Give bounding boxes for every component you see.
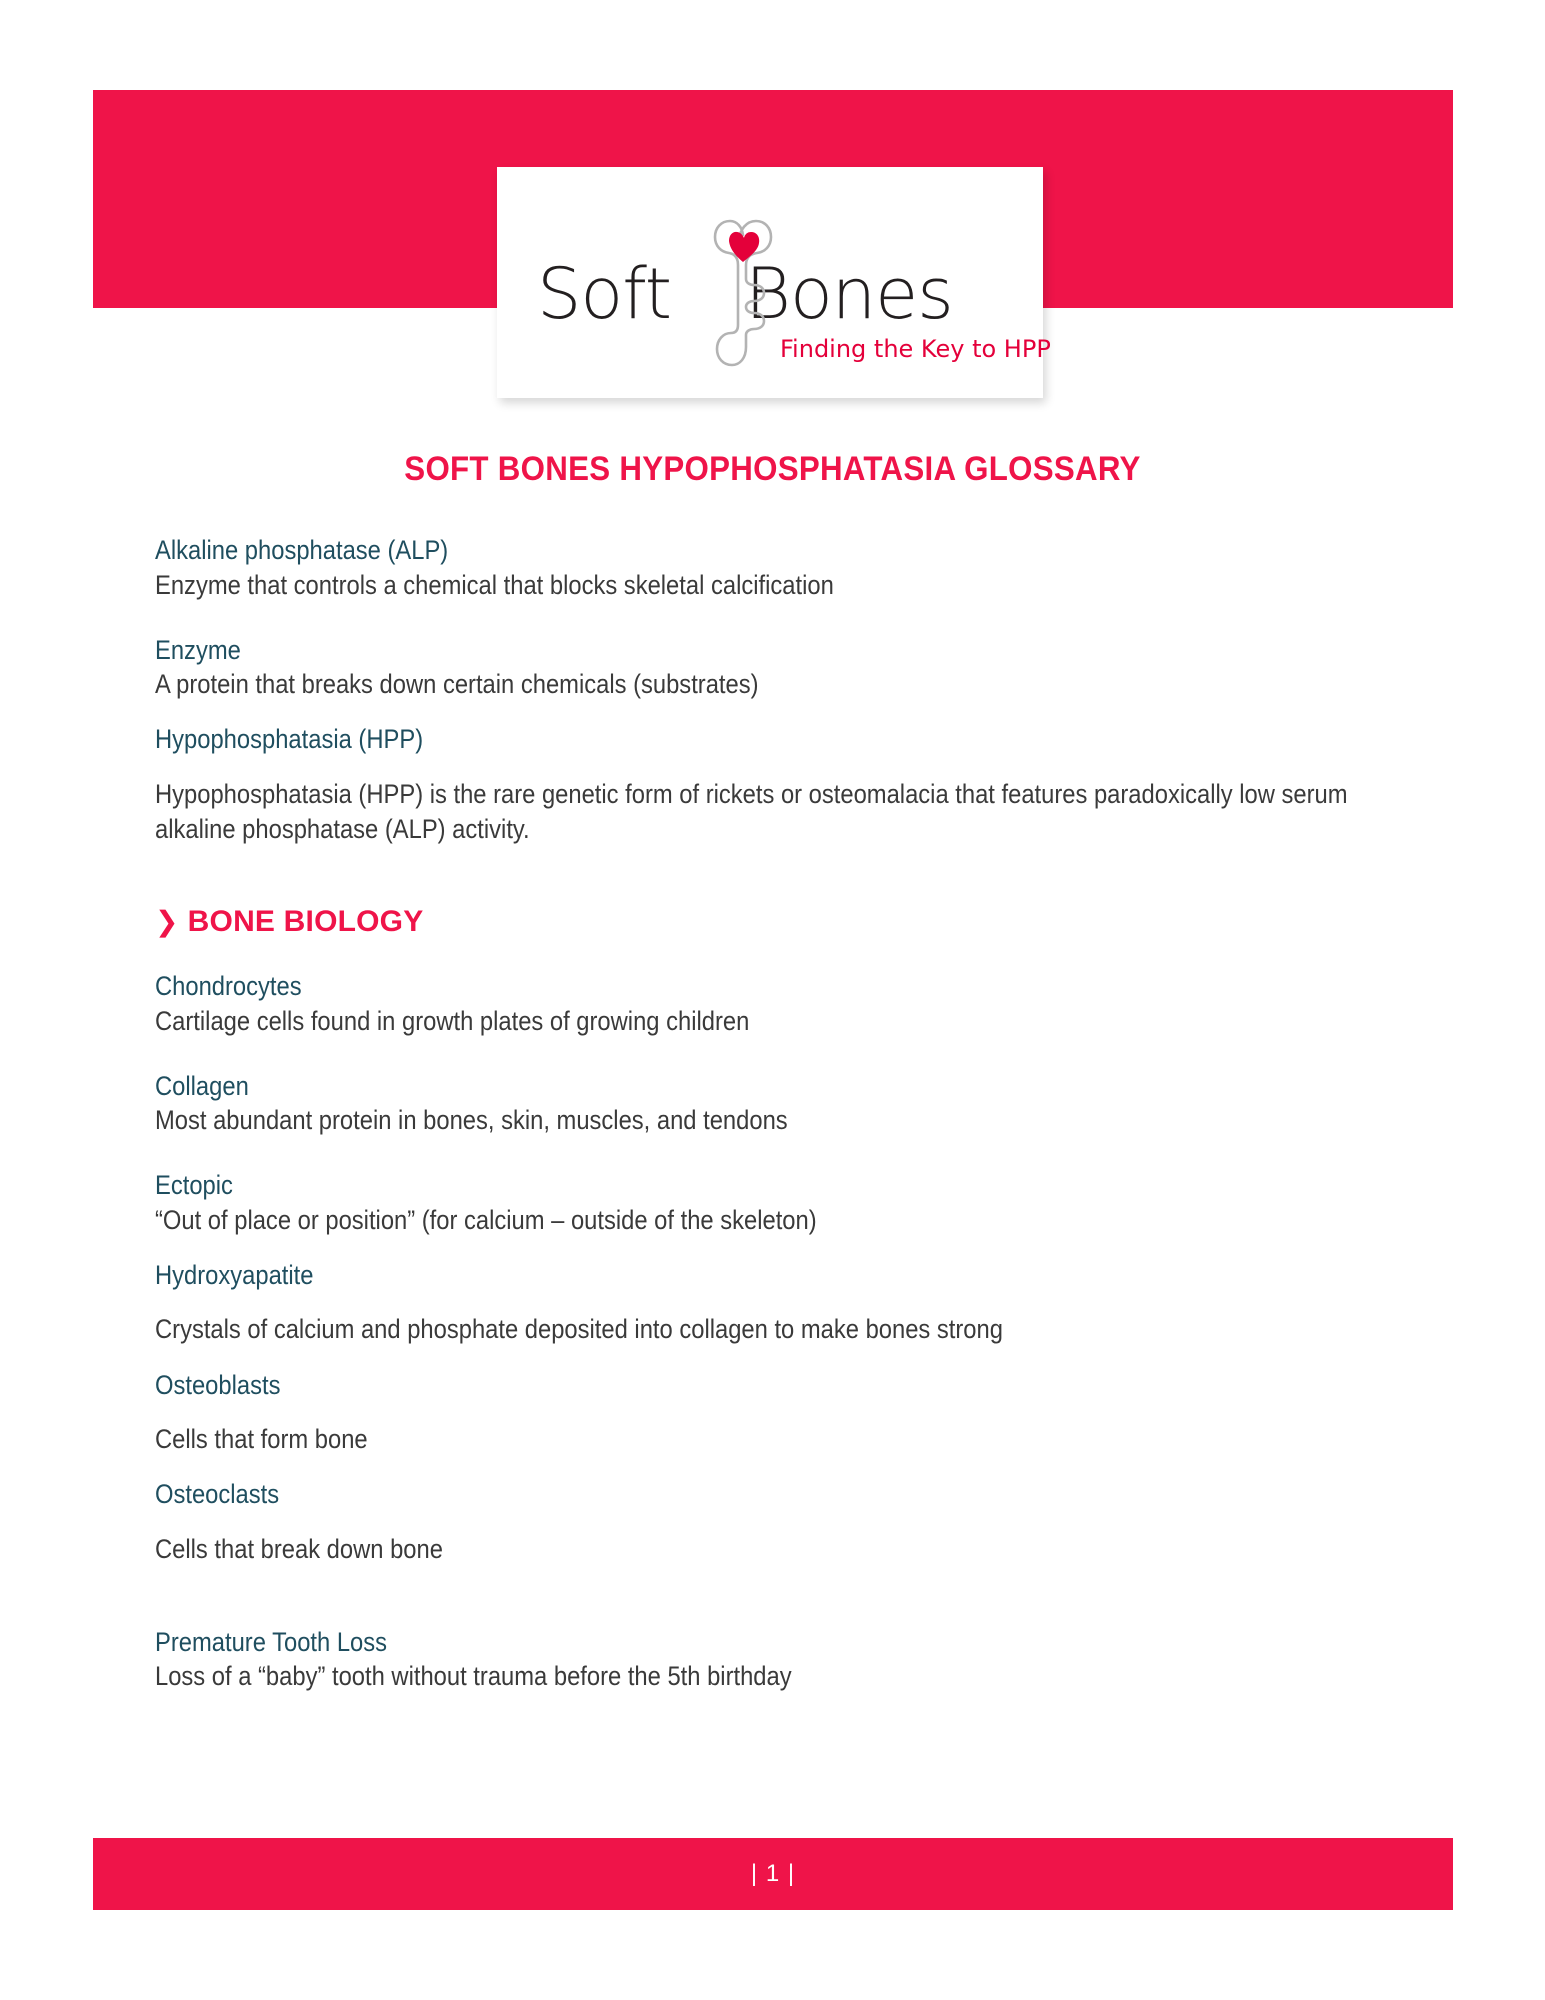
glossary-entry bbox=[155, 1069, 1415, 1139]
glossary-definition: Cells that form bone bbox=[155, 1424, 368, 1455]
glossary-definition: A protein that breaks down certain chemicals (substrates) bbox=[155, 669, 759, 700]
glossary-entry bbox=[155, 633, 1415, 703]
logo-inner bbox=[497, 167, 1051, 398]
glossary-definition: “Out of place or position” (for calcium – outside of the skeleton) bbox=[155, 1204, 817, 1235]
glossary-term: Osteoclasts bbox=[155, 1479, 280, 1510]
logo-tagline: Finding the Key to HPP bbox=[780, 335, 1051, 363]
section-heading-bone-biology bbox=[155, 905, 1415, 939]
spacer bbox=[155, 1138, 1415, 1168]
spacer bbox=[155, 1292, 1415, 1312]
glossary-content bbox=[155, 533, 1415, 1695]
glossary-definition: Cells that break down bone bbox=[155, 1533, 443, 1564]
chevron-right-icon: ❯ bbox=[155, 905, 179, 939]
key-with-heart-icon bbox=[709, 217, 775, 369]
glossary-definition: Enzyme that controls a chemical that blocks skeletal calcification bbox=[155, 569, 834, 600]
logo-word-bones: Bones bbox=[745, 253, 953, 335]
glossary-entry bbox=[155, 1168, 1415, 1238]
glossary-term: Collagen bbox=[155, 1070, 249, 1101]
spacer bbox=[155, 1039, 1415, 1069]
glossary-definition: Crystals of calcium and phosphate deposited into collagen to make bones strong bbox=[155, 1314, 1003, 1345]
glossary-term: Premature Tooth Loss bbox=[155, 1626, 388, 1657]
glossary-term: Chondrocytes bbox=[155, 971, 302, 1002]
spacer bbox=[155, 1512, 1415, 1532]
glossary-term: Enzyme bbox=[155, 634, 241, 665]
glossary-entry bbox=[155, 533, 1415, 603]
section-heading-label: BONE BIOLOGY bbox=[187, 905, 424, 939]
glossary-term: Osteoblasts bbox=[155, 1369, 281, 1400]
glossary-entry bbox=[155, 1258, 1415, 1348]
spacer bbox=[155, 757, 1415, 777]
spacer bbox=[155, 1348, 1415, 1368]
spacer bbox=[155, 939, 1415, 969]
logo-card bbox=[497, 167, 1051, 398]
glossary-definition: Cartilage cells found in growth plates of growing children bbox=[155, 1005, 750, 1036]
glossary-term: Hydroxyapatite bbox=[155, 1259, 314, 1290]
glossary-term: Hypophosphatasia (HPP) bbox=[155, 724, 424, 755]
glossary-term: Alkaline phosphatase (ALP) bbox=[155, 535, 449, 565]
glossary-entry bbox=[155, 1368, 1415, 1458]
logo-word-soft: Soft bbox=[537, 253, 672, 335]
spacer bbox=[155, 1457, 1415, 1477]
spacer bbox=[155, 1402, 1415, 1422]
glossary-entry bbox=[155, 969, 1415, 1039]
glossary-entry bbox=[155, 1625, 1415, 1695]
glossary-entry bbox=[155, 1477, 1415, 1567]
spacer bbox=[155, 1238, 1415, 1258]
spacer bbox=[155, 702, 1415, 722]
glossary-term: Ectopic bbox=[155, 1170, 233, 1201]
page-number: | 1 | bbox=[750, 1860, 796, 1887]
glossary-definition: Hypophosphatasia (HPP) is the rare genetic form of rickets or osteomalacia that features paradoxically low serum alkaline phosphatase (ALP) activity. bbox=[155, 778, 1348, 844]
page-title: SOFT BONES HYPOPHOSPHATASIA GLOSSARY bbox=[404, 450, 1141, 488]
glossary-definition: Loss of a “baby” tooth without trauma before the 5th birthday bbox=[155, 1661, 792, 1692]
spacer bbox=[155, 847, 1415, 905]
spacer bbox=[155, 1567, 1415, 1625]
spacer bbox=[155, 603, 1415, 633]
footer-banner bbox=[93, 1838, 1453, 1910]
glossary-definition: Most abundant protein in bones, skin, muscles, and tendons bbox=[155, 1105, 788, 1136]
glossary-entry bbox=[155, 722, 1415, 847]
